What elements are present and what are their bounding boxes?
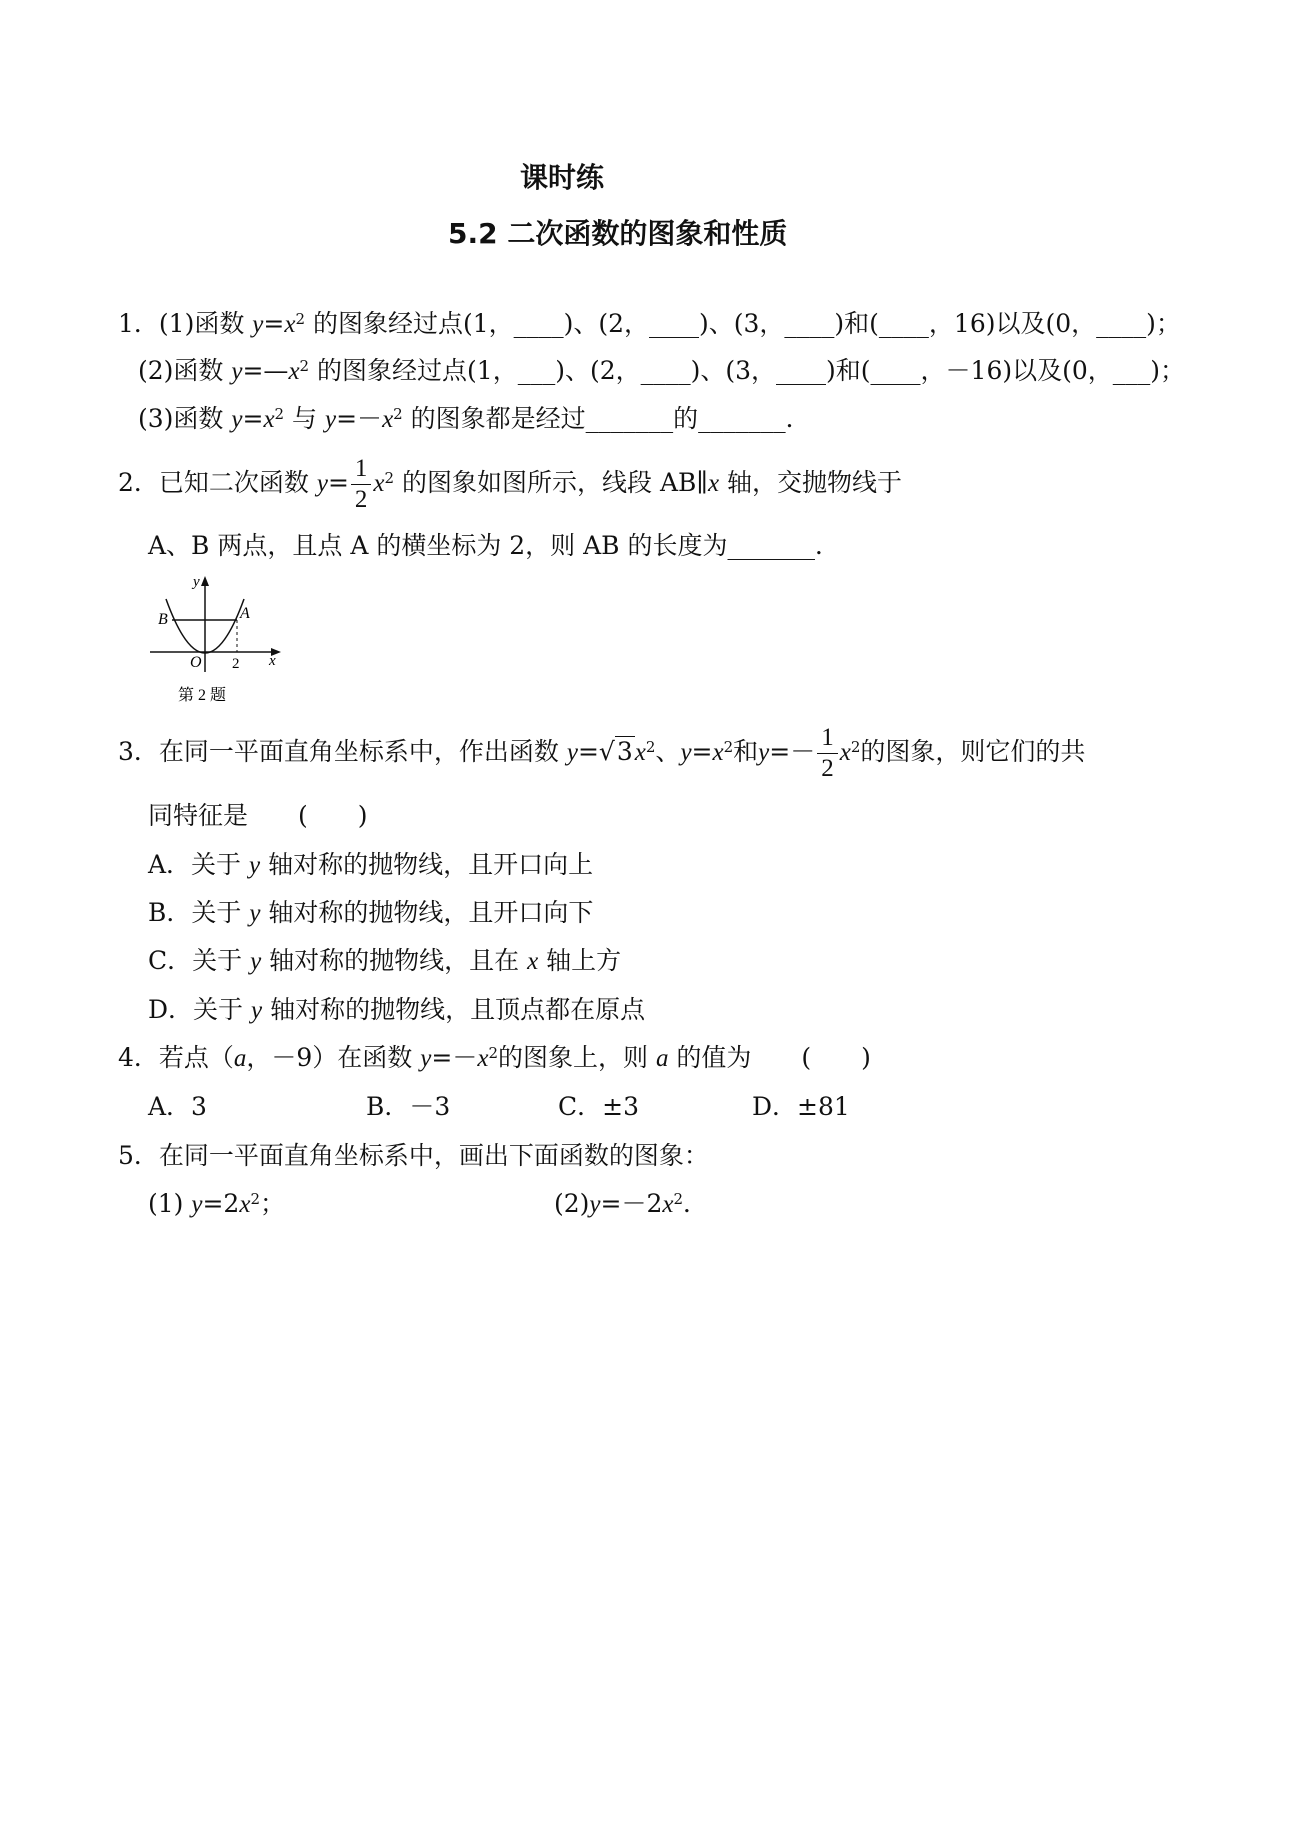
question-4-option-c: C．±3 [558, 1092, 639, 1121]
tick-label-2: 2 [232, 656, 240, 672]
question-3-option-d: D．关于 y 轴对称的抛物线，且顶点都在原点 [148, 995, 646, 1024]
section-title: 5.2 二次函数的图象和性质 [448, 217, 788, 250]
question-2-line-1: 2．已知二次函数 y= $\frac{1}{2}$ $x^2$ 的图象如图所示，线段 AB∥x 轴，交抛物线于 [118, 455, 903, 513]
question-2-line-2: A、B 两点，且点 A 的横坐标为 2，则 AB 的长度为_______． [148, 531, 840, 560]
page-title: 课时练 [520, 161, 605, 194]
y-axis-arrow [201, 576, 209, 586]
figure-caption: 第 2 题 [178, 687, 227, 704]
question-3-line-1: 3．在同一平面直角坐标系中，作出函数 $y=√3x^2$、$y=x^2$和y=－ $\frac{1}{2}$ $x^2$的图象，则它们的共 [118, 724, 1086, 782]
point-b-label: B [158, 611, 168, 628]
y-axis-label: y [193, 574, 200, 590]
question-5-part-1: (1) $y=2x^2$； [148, 1189, 285, 1218]
question-4-option-d: D．±81 [752, 1092, 850, 1121]
point-a-label: A [240, 605, 250, 622]
question-1-line-2: (2)函数 $y=—x^2$ 的图象经过点(1，___)、(2，____)、(3，____)和(____，－16)以及(0，___)； [138, 356, 1186, 385]
question-3-option-b: B．关于 y 轴对称的抛物线，且开口向下 [148, 898, 594, 927]
question-1-line-3: (3)函数 $y=x^2$ 与 $y=-x^2$ 的图象都是经过_______的_______． [138, 404, 811, 433]
parabola-figure [145, 572, 295, 707]
question-4-option-a: A．3 [148, 1092, 207, 1121]
x-axis-label: x [269, 653, 276, 669]
question-4-line-1: 4．若点（a，－9）在函数 $y=-x^2$的图象上，则 a 的值为 ( ) [118, 1043, 871, 1072]
question-3-option-c: C．关于 y 轴对称的抛物线，且在 x 轴上方 [148, 946, 622, 975]
question-4-option-b: B．－3 [366, 1092, 451, 1121]
question-3-line-2: 同特征是 ( ) [148, 801, 368, 830]
fraction-one-half: $\frac{1}{2}$ [817, 723, 838, 784]
question-5-part-2: $(2)y=-2x^2$． [554, 1189, 709, 1218]
fraction-one-half: $\frac{1}{2}$ [351, 454, 372, 515]
sqrt-three: √3 [598, 737, 633, 766]
question-3-option-a: A．关于 y 轴对称的抛物线，且开口向上 [148, 850, 594, 879]
origin-label: O [190, 654, 202, 671]
question-5-line-1: 5．在同一平面直角坐标系中，画出下面函数的图象： [118, 1141, 709, 1170]
question-1-line-1: 1．(1)函数 $y=x^2$ 的图象经过点(1，____)、(2，____)、(3，____)和(____，16)以及(0，____)； [118, 309, 1181, 338]
